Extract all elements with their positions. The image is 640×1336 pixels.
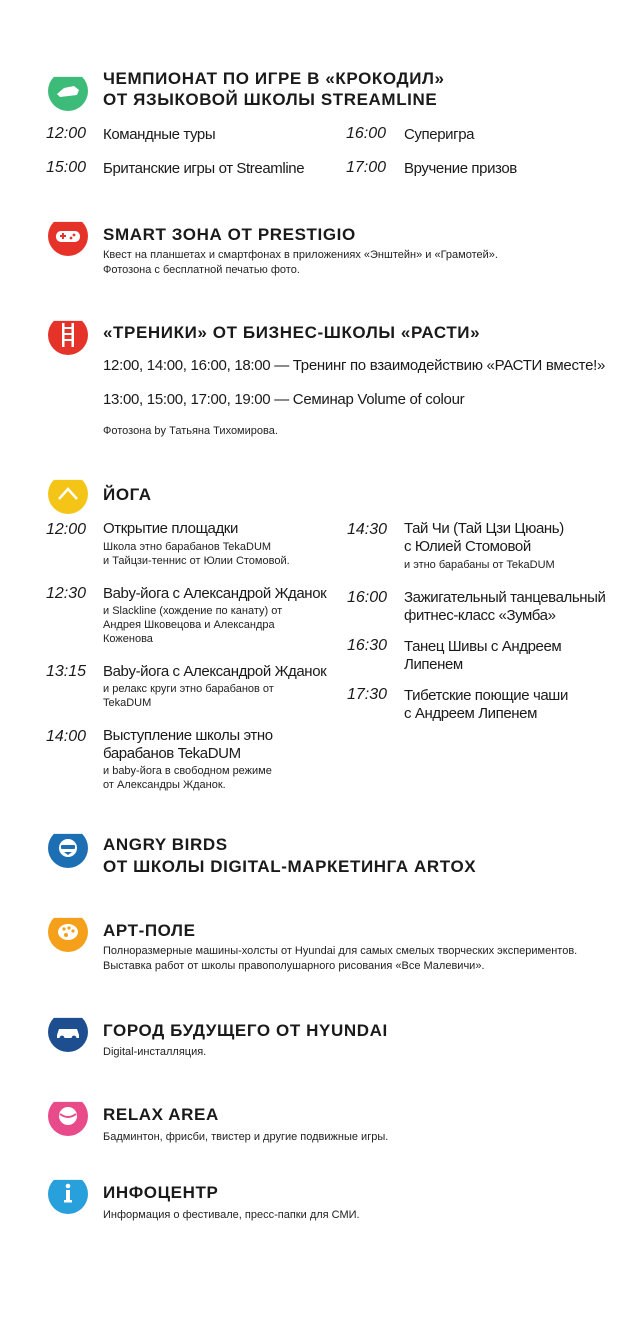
section-crocodile xyxy=(0,66,640,186)
event-detail: и этно барабаны от TekaDUM xyxy=(404,559,555,571)
section-art-field xyxy=(0,910,640,980)
schedule-line: 12:00, 14:00, 16:00, 18:00 — Тренинг по взаимодействию «РАСТИ вместе!» xyxy=(103,357,606,374)
schedule-line: 13:00, 15:00, 17:00, 19:00 — Семинар Volume of colour xyxy=(103,391,465,408)
time-label: 12:00 xyxy=(46,521,87,538)
event-text: Baby-йога с Александрой Жданок xyxy=(103,663,327,680)
time-label: 17:30 xyxy=(347,686,388,703)
info-icon xyxy=(46,1172,90,1216)
event-text: барабанов TekaDUM xyxy=(103,745,241,762)
section-smart-zone xyxy=(0,212,640,292)
event-detail: и Slackline (хождение по канату) от xyxy=(103,605,283,617)
event-detail: Школа этно барабанов TekaDUM xyxy=(103,541,272,553)
event-detail: от Александры Жданок. xyxy=(103,779,226,791)
section-relax-area xyxy=(0,1094,640,1154)
bird-icon xyxy=(46,826,90,870)
event-detail: и baby-йога в свободном режиме xyxy=(103,765,272,777)
event-text: Тай Чи (Тай Цзи Цюань) xyxy=(404,520,564,537)
event-text: Вручение призов xyxy=(404,160,517,177)
event-text: Выступление школы этно xyxy=(103,727,273,744)
section-title: ANGRY BIRDS xyxy=(103,835,228,854)
section-description: Информация о фестивале, пресс-папки для СМИ. xyxy=(103,1209,360,1221)
time-label: 12:30 xyxy=(46,585,87,602)
section-yoga xyxy=(0,472,640,802)
event-detail: и релакс круги этно барабанов от xyxy=(103,683,274,695)
section-title: RELAX AREA xyxy=(103,1105,219,1124)
gamepad-icon xyxy=(46,214,90,258)
event-text: фитнес-класс «Зумба» xyxy=(404,607,556,624)
time-label: 13:15 xyxy=(46,663,87,680)
time-label: 14:00 xyxy=(46,728,87,745)
event-detail: Коженова xyxy=(103,633,153,645)
time-label: 16:30 xyxy=(347,637,388,654)
section-description: Квест на планшетах и смартфонах в приложениях «Энштейн» и «Грамотей». xyxy=(103,249,498,261)
time-label: 12:00 xyxy=(46,125,87,142)
event-text: Липенем xyxy=(404,656,463,673)
ladder-icon xyxy=(46,313,90,357)
time-label: 14:30 xyxy=(347,521,388,538)
section-hyundai xyxy=(0,1010,640,1070)
time-label: 16:00 xyxy=(346,125,387,142)
frisbee-icon xyxy=(46,1094,90,1138)
event-text: Танец Шивы с Андреем xyxy=(404,638,562,655)
event-text: Зажигательный танцевальный xyxy=(404,589,606,606)
car-icon xyxy=(46,1010,90,1054)
section-angry-birds xyxy=(0,826,640,886)
section-title: SMART ЗОНА ОТ PRESTIGIO xyxy=(103,225,356,244)
section-title: ЧЕМПИОНАТ ПО ИГРЕ В «КРОКОДИЛ» xyxy=(103,69,445,88)
event-text: Суперигра xyxy=(404,126,475,143)
event-detail: и Тайцзи-теннис от Юлии Стомовой. xyxy=(103,555,290,567)
time-label: 16:00 xyxy=(347,589,388,606)
section-description: Фотозона с бесплатной печатью фото. xyxy=(103,264,300,276)
section-description: Полноразмерные машины-холсты от Hyundai для самых смелых творческих экспериментов. xyxy=(103,945,578,957)
event-text: Тибетские поющие чаши xyxy=(404,687,568,704)
section-description: Бадминтон, фрисби, твистер и другие подвижные игры. xyxy=(103,1131,389,1143)
section-treniki xyxy=(0,312,640,442)
section-title: ЙОГА xyxy=(103,485,152,504)
section-title: АРТ-ПОЛЕ xyxy=(103,921,196,940)
event-text: с Юлией Стомовой xyxy=(404,538,531,555)
section-title: «ТРЕНИКИ» ОТ БИЗНЕС-ШКОЛЫ «РАСТИ» xyxy=(103,323,481,342)
hand-icon xyxy=(46,69,90,113)
event-detail: Андрея Шковецова и Александра xyxy=(103,619,275,631)
event-detail: TekaDUM xyxy=(103,697,152,709)
time-label: 15:00 xyxy=(46,159,87,176)
section-description: Фотозона by Татьяна Тихомирова. xyxy=(103,425,278,437)
section-description: Выставка работ от школы правополушарного рисования «Все Малевичи». xyxy=(103,960,485,972)
section-subtitle: ОТ ЯЗЫКОВОЙ ШКОЛЫ STREAMLINE xyxy=(103,90,438,109)
section-title: ИНФОЦЕНТР xyxy=(103,1183,219,1202)
section-subtitle: ОТ ШКОЛЫ DIGITAL-МАРКЕТИНГА ARTOX xyxy=(103,857,477,876)
mountain-icon xyxy=(46,472,90,516)
section-title: ГОРОД БУДУЩЕГО ОТ HYUNDAI xyxy=(103,1021,388,1040)
section-description: Digital-инсталляция. xyxy=(103,1046,207,1058)
time-label: 17:00 xyxy=(346,159,387,176)
event-text: Командные туры xyxy=(103,126,216,143)
event-text: с Андреем Липенем xyxy=(404,705,538,722)
event-text: Baby-йога с Александрой Жданок xyxy=(103,585,327,602)
section-info-center xyxy=(0,1172,640,1232)
event-text: Открытие площадки xyxy=(103,520,238,537)
event-text: Британские игры от Streamline xyxy=(103,160,305,177)
palette-icon xyxy=(46,910,90,954)
